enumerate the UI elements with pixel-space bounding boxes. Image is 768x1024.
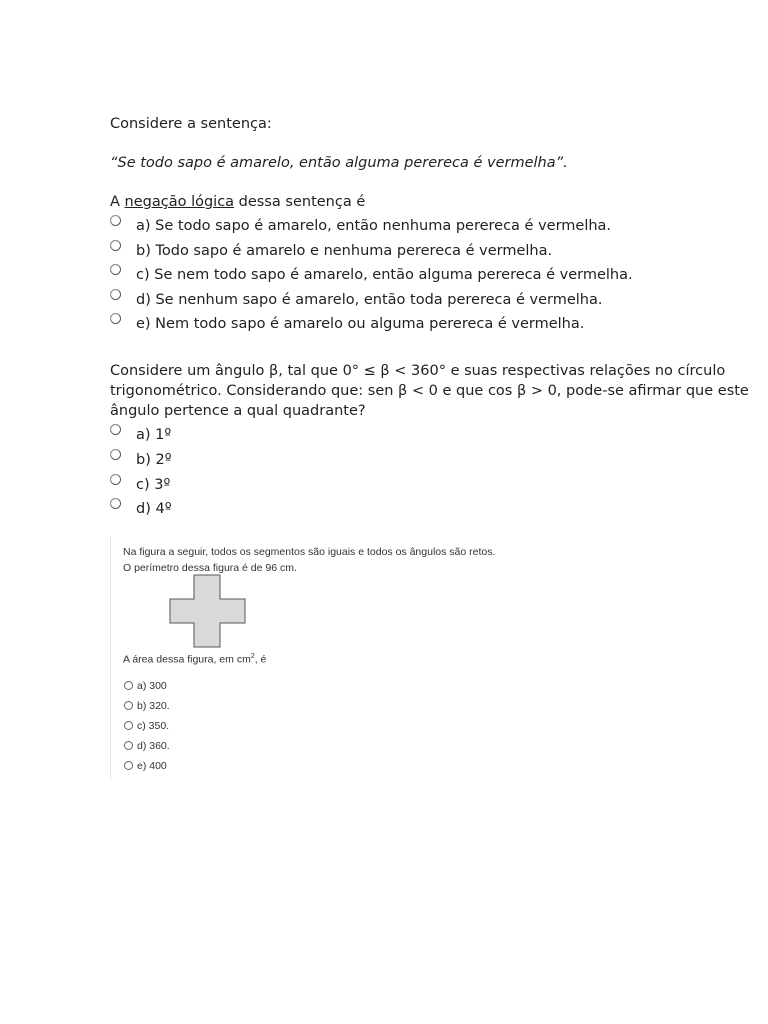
- radio-button[interactable]: [110, 215, 121, 226]
- q3-image-block: [110, 536, 511, 780]
- q1-prompt-suffix: dessa sentença é: [234, 194, 366, 210]
- radio-button[interactable]: [110, 474, 121, 485]
- radio-button[interactable]: [110, 449, 121, 460]
- q2-line-1: Considere um ângulo β, tal que 0° ≤ β < 360° e suas respectivas relações no círculo: [110, 363, 726, 379]
- q2-option-label: a) 1º: [136, 427, 172, 443]
- q1-option-label: e) Nem todo sapo é amarelo ou alguma perereca é vermelha.: [136, 316, 585, 332]
- radio-button[interactable]: [124, 761, 133, 770]
- cross-figure: [168, 574, 248, 650]
- q1-option-label: c) Se nem todo sapo é amarelo, então alguma perereca é vermelha.: [136, 267, 633, 283]
- q1-option-label: d) Se nenhum sapo é amarelo, então toda perereca é vermelha.: [136, 292, 603, 308]
- radio-button[interactable]: [110, 289, 121, 300]
- q1-prompt: [110, 192, 365, 212]
- q2-line-3: ângulo pertence a qual quadrante?: [110, 403, 366, 419]
- q3-option-label: e) 400: [137, 760, 167, 772]
- radio-button[interactable]: [110, 264, 121, 275]
- q3-area-sup: 2: [250, 653, 255, 660]
- radio-button[interactable]: [124, 721, 133, 730]
- q1-prompt-prefix: A: [110, 194, 125, 210]
- q3-option-label: c) 350.: [137, 720, 170, 732]
- radio-button[interactable]: [124, 741, 133, 750]
- q3-option-label: d) 360.: [137, 740, 170, 752]
- q3-area-suffix: , é: [254, 653, 267, 666]
- q3-area-prefix: A área dessa figura, em cm: [123, 653, 251, 666]
- q3-line-1: Na figura a seguir, todos os segmentos são iguais e todos os ângulos são retos.: [123, 546, 496, 558]
- q1-prompt-underlined: negação lógica: [124, 194, 235, 210]
- q2-option-label: d) 4º: [136, 501, 172, 517]
- q1-intro: Considere a sentença:: [110, 116, 272, 132]
- radio-button[interactable]: [110, 313, 121, 324]
- radio-button[interactable]: [110, 424, 121, 435]
- q1-option-label: a) Se todo sapo é amarelo, então nenhuma perereca é vermelha.: [136, 218, 612, 234]
- q2-option-label: c) 3º: [136, 477, 171, 493]
- q2-line-2: trigonométrico. Considerando que: sen β < 0 e que cos β > 0, pode-se afirmar que este: [110, 383, 749, 399]
- radio-button[interactable]: [124, 681, 133, 690]
- q3-area-prompt: [123, 650, 266, 667]
- q3-line-2: O perímetro dessa figura é de 96 cm.: [123, 562, 297, 574]
- radio-button[interactable]: [110, 498, 121, 509]
- q2-option-label: b) 2º: [136, 452, 172, 468]
- q1-sentence: “Se todo sapo é amarelo, então alguma perereca é vermelha”.: [110, 155, 568, 171]
- q3-option-label: b) 320.: [137, 700, 170, 712]
- radio-button[interactable]: [124, 701, 133, 710]
- q3-option-label: a) 300: [137, 680, 167, 692]
- q1-option-label: b) Todo sapo é amarelo e nenhuma perereca é vermelha.: [136, 243, 553, 259]
- radio-button[interactable]: [110, 240, 121, 251]
